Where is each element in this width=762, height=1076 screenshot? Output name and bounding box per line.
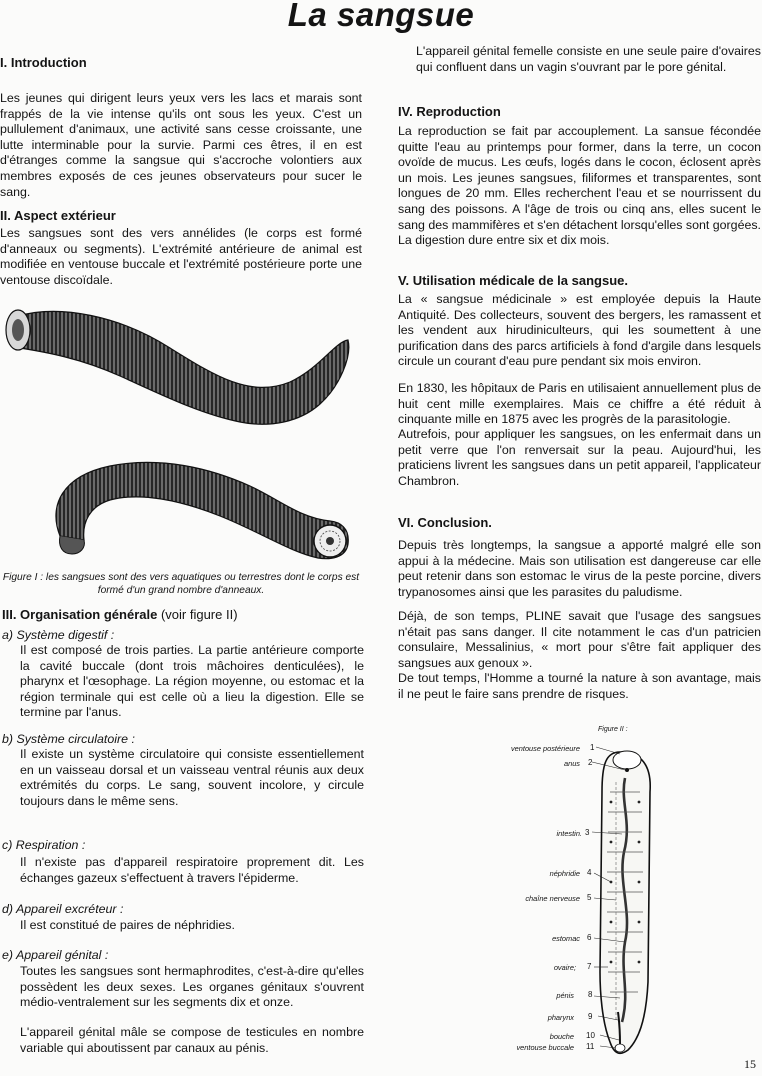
figure-2-num-9: 9 [588,1012,593,1021]
page-number: 15 [744,1057,756,1071]
subsection-excreteur-text: Il est constitué de paires de néphridies. [20,918,235,932]
figure-2-label-ovaire: ovaire; [553,963,576,972]
conclusion-text-3: De tout temps, l'Homme a tourné la nature à son avantage, mais il ne peut le faire sans prendre de risques. [398,671,761,701]
figure-2-anatomy [470,722,700,1062]
figure-2-label-anus: anus [563,759,580,768]
utilisation-text-1: La « sangsue médicinale » est employée depuis la Haute Antiquité. Des collecteurs, souvent des bergers, les ramassent et les vendent aux hirudiniculteurs, qui les soumettent à une purification dans des parcs artificiels à fond d'argile dans lesquels circule un courant d'eau pure pendant six mois environ. [398,292,761,369]
subsection-digestif-title: a) Système digestif : [2,628,115,642]
aspect-text: Les sangsues sont des vers annélides (le corps est formé d'anneaux ou segments). L'extrémité antérieure de animal est modifiée en ventouse buccale et l'extrémité postérieure porte une ventouse discoïdale. [0,226,362,287]
figure-1-leeches [0,296,365,571]
figure-2-num-5: 5 [587,893,592,902]
conclusion-text-2: Déjà, de son temps, PLINE savait que l'usage des sangsues n'était pas sans danger. Il cite notamment le cas d'un patricien consulaire, Messalinius, « mort pour s'être fait appliquer des sangsues aux genoux ». [398,609,761,670]
section-heading-utilisation: V. Utilisation médicale de la sangsue. [398,273,628,288]
figure-2-num-4: 4 [587,868,592,877]
section-heading-conclusion: VI. Conclusion. [398,515,492,530]
section-heading-organisation [2,607,238,622]
figure-2-label-nephridie: néphridie [549,869,580,878]
figure-2-title: Figure II : [598,726,628,733]
page-title: La sangsue [287,0,475,33]
subsection-respiration-text: Il n'existe pas d'appareil respiratoire proprement dit. Les échanges gazeux s'effectuent à travers l'épiderme. [20,855,364,885]
utilisation-text-3: Autrefois, pour appliquer les sangsues, on les enfermait dans un petit verre que l'on renversait sur la peau. Aujourd'hui, les praticiens livrent les sangsues dans un petit appareil, l'applicateur Chambron. [398,427,761,488]
figure-2-num-2: 2 [588,758,593,767]
figure-2-num-7: 7 [587,962,592,971]
leech-illustration-lower [56,462,348,558]
subsection-circulatoire-text: Il existe un système circulatoire qui consiste essentiellement en un vaisseau dorsal et un vaisseau ventral réunis aux deux extrémités du corps. Le sang, souvent incolore, y circule toujours dans le même sens. [20,747,364,808]
subsection-respiration-title: c) Respiration : [2,838,86,852]
subsection-genital-text-1: Toutes les sangsues sont hermaphrodites, c'est-à-dire qu'elles possèdent les deux sexes. Les organes génitaux s'ouvrent médio-ventralement sur les segments dix et onze. [20,964,364,1010]
subsection-circulatoire-title: b) Système circulatoire : [2,732,135,746]
organisation-heading-note: (voir figure II) [160,607,238,622]
subsection-excreteur-title: d) Appareil excréteur : [2,902,124,916]
figure-2-num-8: 8 [588,990,593,999]
subsection-genital-title: e) Appareil génital : [2,948,109,962]
figure-2-label-pharynx: pharynx [547,1013,574,1022]
figure-1-caption: Figure I : les sangsues sont des vers aquatiques ou terrestres dont le corps est formé d'un grand nombre d'anneaux. [2,572,360,596]
figure-2-label-chaine-nerveuse: chaîne nerveuse [525,894,580,903]
subsection-genital-text-3: L'appareil génital femelle consiste en une seule paire d'ovaires qui confluent dans un vagin s'ouvrant par le pore génital. [416,44,761,74]
section-heading-introduction: I. Introduction [0,55,87,70]
figure-2-label-estomac: estomac [552,934,580,943]
subsection-genital-text-2: L'appareil génital mâle se compose de testicules en nombre variable qui aboutissent par canaux au pénis. [20,1025,364,1055]
figure-2-label-ventouse-posterieure: ventouse postérieure [510,744,580,753]
figure-2-label-intestin: intestin. [556,829,582,838]
figure-2-num-11: 11 [586,1042,595,1051]
section-heading-reproduction: IV. Reproduction [398,104,501,119]
figure-2-num-1: 1 [590,743,595,752]
conclusion-text-1: Depuis très longtemps, la sangsue a apporté malgré elle son appui à la médecine. Mais son utilisation est dangereuse car elle peut retenir dans son estomac le virus de la peste porcine, divers trypanosomes ainsi que les parasites du paludisme. [398,538,761,599]
figure-2-label-bouche: bouche [549,1032,574,1041]
subsection-digestif-text: Il est composé de trois parties. La partie antérieure comporte la cavité buccale (dont trois mâchoires denticulées), le pharynx et l'œsophage. La région moyenne, ou estomac et la région terminale qui est celle où a lieu la digestion. Elle se termine par l'anus. [20,643,364,720]
leech-anatomy-drawing [470,722,700,1062]
introduction-text: Les jeunes qui dirigent leurs yeux vers les lacs et marais sont frappés de la vie intense qu'ils ont sous les yeux. C'est un pullulement d'animaux, une activité sans cesse croissante, une lutte interminable pour la survie. Parmi ces êtres, il en est d'étranges comme la sangsue qui s'accroche volontiers aux membres exposés de ces jeunes observateurs pour sucer le sang. [0,91,362,199]
figure-2-num-10: 10 [586,1031,595,1040]
organisation-heading-text: III. Organisation générale [2,607,158,622]
leech-illustration-upper [6,310,349,424]
figure-2-label-ventouse-buccale: ventouse buccale [516,1043,574,1052]
figure-2-num-6: 6 [587,933,592,942]
reproduction-text: La reproduction se fait par accouplement. La sansue fécondée quitte l'eau au printemps pour former, dans la terre, un cocon ovoïde de mucus. Les œufs, logés dans le cocon, éclosent après un mois. Les jeunes sangsues, filiformes et transparentes, sont longues de 20 mm. Elles recherchent l'eau et se nourrissent du sang des poissons. A l'âge de trois ou cinq ans, elles sucent le sang des mammifères et s'en détachent lorsqu'elles sont gorgées. La digestion dure entre six et dix mois. [398,124,761,248]
section-heading-aspect: II. Aspect extérieur [0,208,116,223]
figure-2-num-3: 3 [585,828,590,837]
utilisation-text-2: En 1830, les hôpitaux de Paris en utilisaient annuellement plus de huit cent mille exemplaires. Mais ce chiffre a été réduit à cinquante mille en 1875 avec les progrès de la parasitologie. [398,381,761,427]
figure-2-label-penis: pénis [556,991,574,1000]
